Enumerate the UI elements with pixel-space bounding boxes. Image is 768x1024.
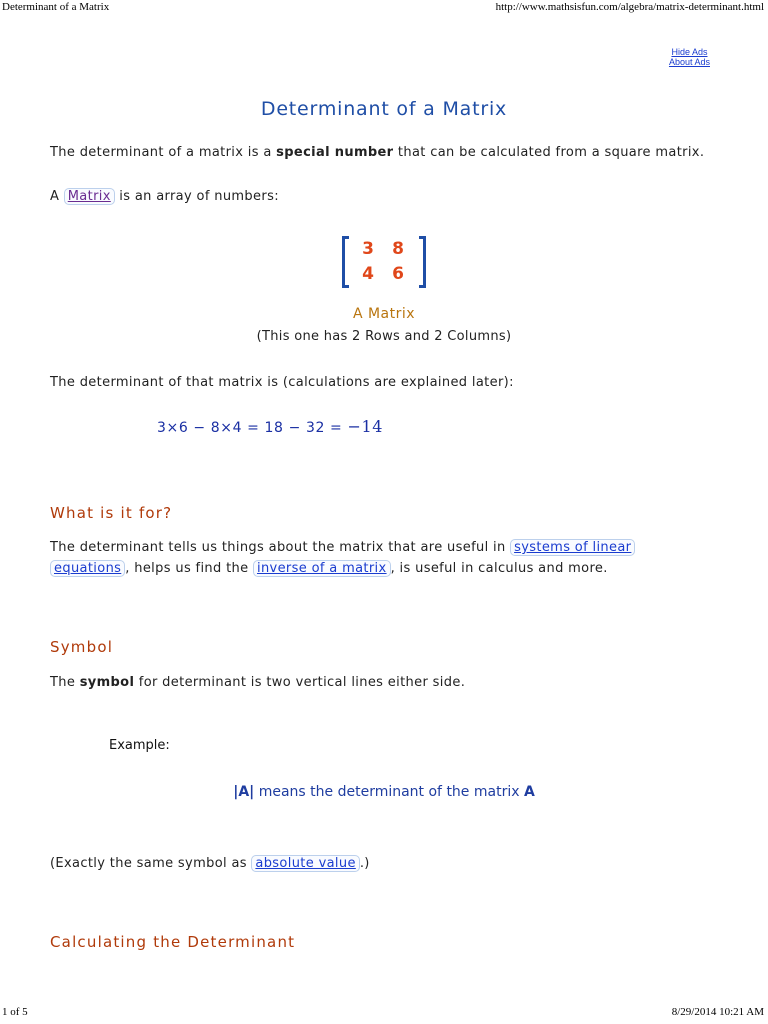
matrix-line-text: A	[50, 189, 64, 204]
matrix-figure	[342, 236, 426, 290]
what-for-line-2	[50, 561, 608, 576]
example-matrix-a: A	[523, 784, 535, 800]
intro-bold: special number	[276, 145, 394, 160]
about-ads-link[interactable]: About Ads	[668, 57, 710, 67]
heading-calculating: Calculating the Determinant	[50, 933, 296, 951]
print-header-url: http://www.mathsisfun.com/algebra/matrix-determinant.html	[495, 1, 764, 13]
matrix-line-text-end: is an array of numbers:	[114, 189, 279, 204]
equations-link[interactable]: equations	[50, 560, 125, 577]
absolute-value-link[interactable]: absolute value	[251, 855, 359, 872]
what-for-line-1	[50, 540, 635, 555]
page-title: Determinant of a Matrix	[260, 98, 508, 120]
right-bracket	[419, 236, 426, 288]
what-for-text: The determinant tells us things about the matrix that are useful in	[50, 540, 511, 555]
ads-links	[669, 47, 710, 67]
same-symbol-text-end: .)	[359, 856, 370, 871]
inverse-matrix-link[interactable]: inverse of a matrix	[253, 560, 391, 577]
systems-linear-link[interactable]: systems of linear	[510, 539, 635, 556]
left-bracket	[342, 236, 349, 288]
example-line	[0, 784, 768, 800]
matrix-caption: A Matrix	[352, 306, 416, 322]
intro-text: The determinant of a matrix is a	[50, 145, 277, 160]
matrix-note: (This one has 2 Rows and 2 Columns)	[256, 329, 512, 344]
matrix-cell: 6	[392, 264, 404, 284]
example-label: Example:	[109, 738, 170, 753]
matrix-cell: 4	[362, 264, 374, 284]
print-footer-datetime: 8/29/2014 10:21 AM	[671, 1006, 764, 1018]
intro-text-end: that can be calculated from a square matrix.	[393, 145, 705, 160]
heading-symbol: Symbol	[50, 638, 114, 656]
calculation	[157, 417, 383, 436]
matrix-cell: 8	[392, 239, 404, 259]
matrix-line	[50, 189, 279, 204]
intro-paragraph	[50, 145, 704, 160]
symbol-text-end: for determinant is two vertical lines either side.	[134, 675, 466, 690]
matrix-link[interactable]: Matrix	[64, 188, 115, 205]
absolute-value-line	[50, 856, 370, 871]
symbol-bold: symbol	[79, 675, 135, 690]
print-footer-page: 1 of 5	[2, 1006, 28, 1018]
symbol-text: The	[50, 675, 80, 690]
heading-what-for: What is it for?	[50, 504, 173, 522]
example-abs-a: |A|	[233, 784, 255, 800]
print-header-title: Determinant of a Matrix	[2, 1, 110, 13]
calc-expression: 3×6 − 8×4 = 18 − 32 =	[157, 420, 348, 436]
symbol-paragraph	[50, 675, 465, 690]
hide-ads-link[interactable]: Hide Ads	[671, 47, 708, 57]
what-for-text-end: , is useful in calculus and more.	[390, 561, 608, 576]
calc-intro: The determinant of that matrix is (calculations are explained later):	[50, 375, 514, 390]
same-symbol-text: (Exactly the same symbol as	[50, 856, 252, 871]
calc-result: −14	[347, 417, 384, 436]
example-text: means the determinant of the matrix	[254, 784, 524, 800]
matrix-cell: 3	[362, 239, 374, 259]
what-for-text-mid: , helps us find the	[125, 561, 253, 576]
